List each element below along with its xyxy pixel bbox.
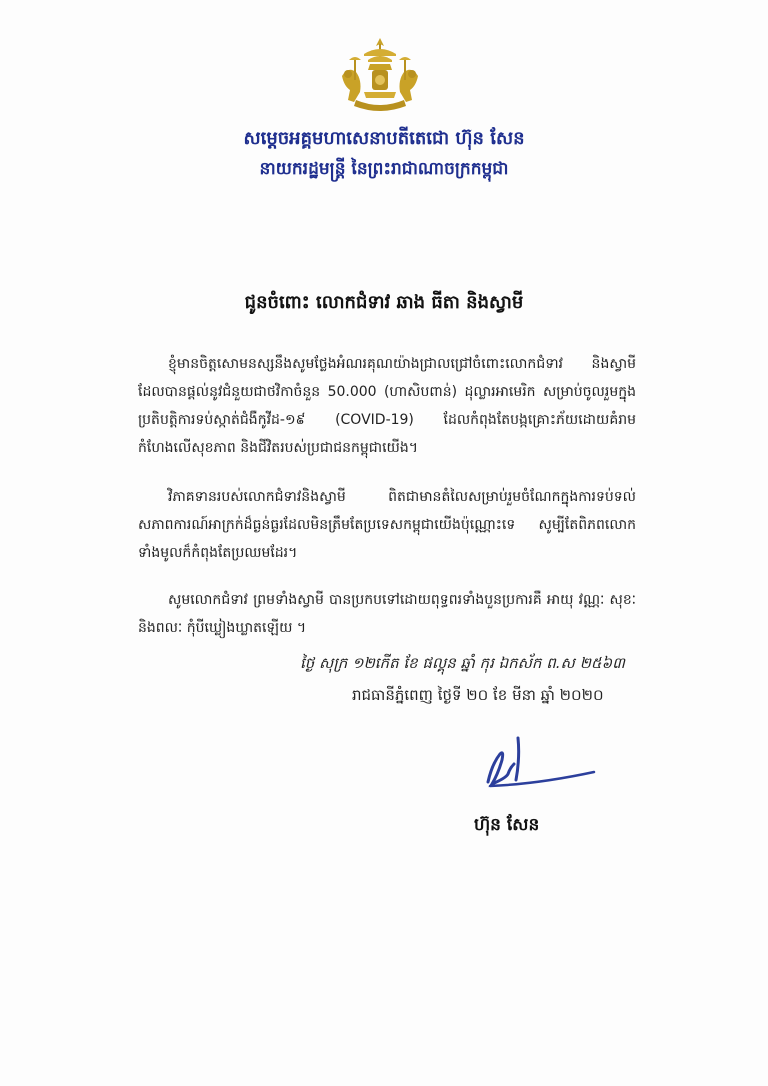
handwritten-signature-icon [478, 734, 600, 796]
place-and-date: រាជធានីភ្នំពេញ ថ្ងៃទី ២០ ខែ មីនា ឆ្នាំ ២០២០ [352, 686, 604, 704]
official-position: នាយករដ្ឋមន្ត្រី នៃព្រះរាជាណាចក្រកម្ពុជា [259, 159, 509, 179]
salutation: ជូនចំពោះ លោកជំទាវ ឆាង ធីតា និងស្វាមី [244, 292, 524, 313]
official-title: សម្តេចអគ្គមហាសេនាបតីតេជោ ហ៊ុន សែន [243, 128, 525, 149]
body-paragraph-3: សូមលោកជំទាវ ព្រមទាំងស្វាមី បានប្រកបទៅដោយពុទ្ធពរទាំងបួនប្រការគឺ អាយុ វណ្ណៈ សុខៈ និងពលៈ កុំបីឃ្លៀងឃ្លាតឡើយ ។ [138, 592, 636, 636]
lunar-date: ថ្ងៃ សុក្រ ១២កើត ខែ ផល្គុន ឆ្នាំ កុរ ឯកស័ក ព.ស ២៥៦៣ [300, 654, 625, 672]
royal-coat-of-arms-icon [334, 36, 426, 118]
signer-name: ហ៊ុន សែន [474, 815, 540, 835]
body-paragraph-1: ខ្ញុំមានចិត្តសោមនស្សនឹងសូមថ្លែងអំណរគុណយ៉ាងជ្រាលជ្រៅចំពោះលោកជំទាវ និងស្វាមី ដែលបានផ្តល់នូវជំនួយជាថវិកាចំនួន 50.000 (ហាសិបពាន់) ដុល្លារអាមេរិក សម្រាប់ចូលរួមក្នុងប្រតិបត្តិការទប់ស្កាត់ជំងឺកូវីដ-១៩ (COVID-19) ដែលកំពុងតែបង្កគ្រោះភ័យដោយគំរាមកំហែងលើសុខភាព និងជីវិតរបស់ប្រជាជនកម្ពុជាយើង។ [138, 356, 636, 456]
body-paragraph-2: វិភាគទានរបស់លោកជំទាវនិងស្វាមី ពិតជាមានតំលៃសម្រាប់រួមចំណែកក្នុងការទប់ទល់ សភាពការណ៍អាក្រក់ដ៏ធ្ងន់ធ្ងរដែលមិនត្រឹមតែប្រទេសកម្ពុជាយើងប៉ុណ្ណោះទេ សូម្បីតែពិភពលោក ទាំងមូលក៏កំពុងតែប្រឈមដែរ។ [138, 489, 636, 561]
